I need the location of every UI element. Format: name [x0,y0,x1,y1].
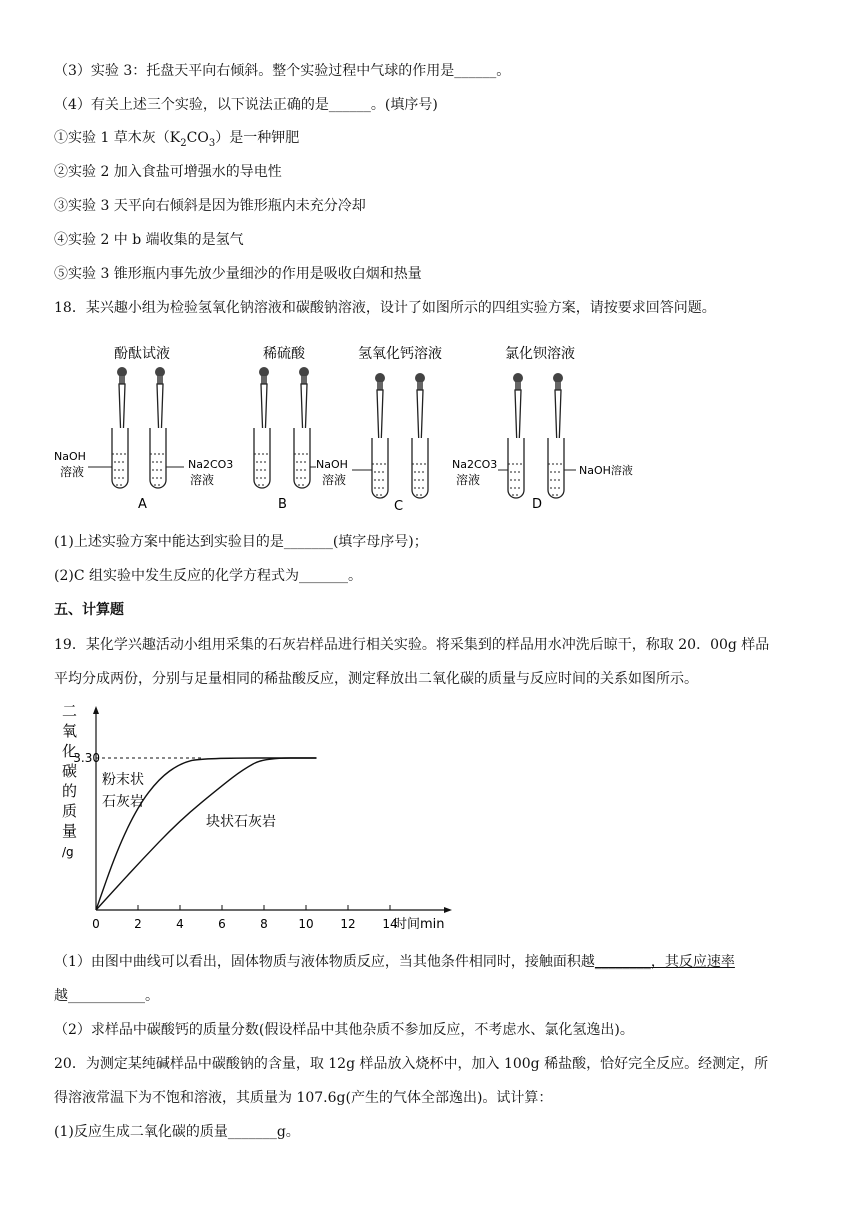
x-tick-label: 2 [134,917,142,931]
experiment-diagram [54,336,654,516]
series-label-block: 块状石灰岩 [206,814,276,830]
q18-part2: (2)C 组实验中发生反应的化学方程式为_______。 [54,568,362,584]
label-na2co3-c: Na2CO3 [452,458,498,471]
series-label-powder-2: 石灰岩 [102,794,144,810]
test-tube-icon [112,428,128,488]
x-tick-label: 12 [340,917,356,931]
option-3: ③实验 3 天平向右倾斜是因为锥形瓶内未充分冷却 [54,198,366,214]
y-axis-label-char: 化 [62,742,78,760]
x-tick-label: 0 [92,917,100,931]
test-tube-icon [372,438,388,498]
q20-stem-2: 得溶液常温下为不饱和溶液，其质量为 107.6g(产生的气体全部逸出)。试计算： [54,1090,553,1106]
section-heading: 五、计算题 [54,602,124,618]
label-solution-a2: 溶液 [190,473,215,487]
label-naoh-d: NaOH溶液 [579,464,633,477]
q19-stem-1: 19．某化学兴趣活动小组用采集的石灰岩样品进行相关实验。将采集到的样品用水冲洗后晾干，称取 20．00g 样品 [54,637,770,653]
option-1: ①实验 1 草木灰$(K_2CO_3)$是一种钾肥 [54,130,300,149]
q19-part1: （1）由图中曲线可以看出，固体物质与液体物质反应，当其他条件相同时，接触面积越________，其反应速率 [54,954,735,970]
series-label-powder-1: 粉末状 [102,772,144,788]
label-solution-c: 溶液 [456,473,481,487]
label-solution-a: 溶液 [60,465,85,479]
q20-part1: (1)反应生成二氧化碳的质量_______g。 [54,1124,300,1140]
q19-part1-cont: 越___________。 [54,988,159,1004]
label-solution-b: 溶液 [322,473,347,487]
test-tube-icon [508,438,524,498]
test-tube-icon [412,438,428,498]
q19-stem-2: 平均分成两份，分别与足量相同的稀盐酸反应，测定释放出二氧化碳的质量与反应时间的关系如图所示。 [54,671,698,687]
q4-line: （4）有关上述三个实验，以下说法正确的是______。(填序号) [54,97,438,113]
y-axis-label-char: 的 [62,782,78,800]
y-axis-label-char: 碳 [62,762,78,780]
x-tick-label: 4 [176,917,184,931]
group-letter-d: D [532,497,543,512]
test-tube-icon [294,428,310,488]
y-axis-label-char: 二 [62,702,78,720]
x-tick-label: 10 [298,917,314,931]
group-letter-a: A [138,497,147,512]
option-5: ⑤实验 3 锥形瓶内事先放少量细沙的作用是吸收白烟和热量 [54,266,422,282]
test-tube-icon [254,428,270,488]
q18-stem: 18．某兴趣小组为检验氢氧化钠溶液和碳酸钠溶液，设计了如图所示的四组实验方案，请按要求回答问题。 [54,300,716,316]
y-axis-label-char: 质 [62,802,78,820]
x-axis-label: 时间min [394,917,445,932]
x-tick-label: 8 [260,917,268,931]
co2-mass-chart [50,702,470,942]
y-axis-label-char: 氧 [62,722,78,740]
test-tube-icon [548,438,564,498]
test-tube-icon [150,428,166,488]
reagent-label-b: 稀硫酸 [263,346,305,362]
reagent-label-a: 酚酞试液 [114,346,170,362]
q18-part1: (1)上述实验方案中能达到实验目的是_______(填字母序号)； [54,534,428,550]
label-na2co3-a: Na2CO3 [188,458,234,471]
y-tick-label: 3.30 [73,751,100,765]
q3-line: （3）实验 3：托盘天平向右倾斜。整个实验过程中气球的作用是______。 [54,63,511,79]
y-axis-label-char: /g [62,845,74,859]
x-tick-label: 6 [218,917,226,931]
y-axis-label-char: 量 [62,822,78,840]
label-naoh-b: NaOH [316,458,348,471]
q20-stem-1: 20．为测定某纯碱样品中碳酸钠的含量，取 12g 样品放入烧杯中，加入 100g 稀盐酸，恰好完全反应。经测定，所 [54,1056,769,1072]
group-letter-c: C [394,499,404,514]
x-tick-label: 14 [382,917,398,931]
option-4: ④实验 2 中 b 端收集的是氢气 [54,232,244,248]
option-2: ②实验 2 加入食盐可增强水的导电性 [54,164,282,180]
group-letter-b: B [278,497,287,512]
reagent-label-d: 氯化钡溶液 [505,346,575,362]
reagent-label-c: 氢氧化钙溶液 [358,346,442,362]
q19-part2: （2）求样品中碳酸钙的质量分数(假设样品中其他杂质不参加反应，不考虑水、氯化氢逸出)。 [54,1022,634,1038]
label-naoh-a: NaOH [54,450,86,463]
